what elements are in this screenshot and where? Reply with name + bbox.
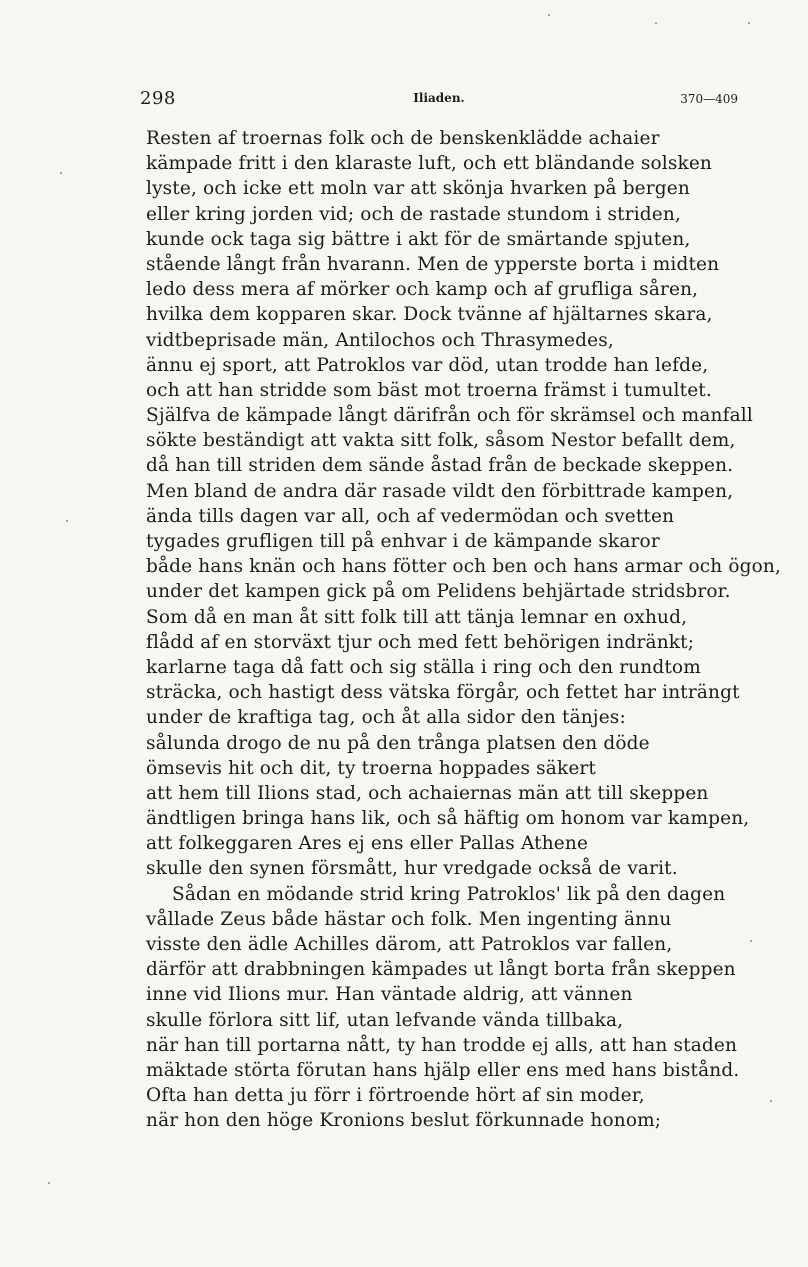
scan-speck [548, 14, 550, 16]
verse-line: då han till striden dem sände åstad från de beckade skeppen. [146, 455, 734, 477]
verse-line: sträcka, och hastigt dess vätska förgår, och fettet har inträngt [146, 682, 740, 704]
verse-line: Som då en man åt sitt folk till att tänja lemnar en oxhud, [146, 606, 688, 628]
verse-line: karlarne taga då fatt och sig ställa i ring och den rundtom [146, 656, 701, 678]
verse-line: Men bland de andra där rasade vildt den förbittrade kampen, [146, 480, 734, 502]
verse-line: vidtbeprisade män, Antilochos och Thrasymedes, [146, 329, 614, 351]
verse-line: sålunda drogo de nu på den trånga platsen den döde [146, 732, 650, 754]
verse-line: Ofta han detta ju förr i förtroende hört af sin moder, [146, 1085, 645, 1107]
verse-line: när han till portarna nått, ty han trodde ej alls, att han staden [146, 1034, 738, 1056]
verse-line: ömsevis hit och dit, ty troerna hoppades säkert [146, 757, 597, 779]
verse-line: tygades grufligen till på enhvar i de kämpande skaror [146, 531, 660, 552]
verse-line: stående långt från hvarann. Men de ypperste borta i midten [146, 253, 720, 275]
verse-line: mäktade störta förutan hans hjälp eller ens med hans bistånd. [146, 1059, 740, 1081]
scan-speck [655, 22, 657, 24]
scan-speck [60, 172, 62, 174]
verse-line: skulle förlora sitt lif, utan lefvande vända tillbaka, [146, 1009, 624, 1031]
scan-speck [750, 940, 752, 942]
verse-line: att hem till Ilions stad, och achaiernas män att till skeppen [146, 782, 709, 804]
verse-line: ledo dess mera af mörker och kamp och af grufliga såren, [146, 279, 699, 301]
verse-line: och att han stridde som bäst mot troerna främst i tumultet. [146, 379, 712, 401]
verse-line: ända tills dagen var all, och af vedermödan och svetten [146, 505, 675, 527]
verse-line: därför att drabbningen kämpades ut långt borta från skeppen [146, 959, 736, 981]
verse-line: att folkeggaren Ares ej ens eller Pallas Athene [146, 833, 589, 855]
verse-line: ändtligen bringa hans lik, och så häftig om honom var kampen, [146, 808, 750, 830]
page-number: 298 [140, 88, 176, 109]
verse-line: både hans knän och hans fötter och ben och hans armar och ögon, [146, 556, 782, 578]
verse-line: hvilka dem kopparen skar. Dock tvänne af hjältarnes skara, [146, 304, 713, 326]
verse-line: lyste, och icke ett moln var att skönja hvarken på bergen [146, 178, 690, 200]
verse-line: visste den ädle Achilles därom, att Patroklos var fallen, [146, 934, 673, 955]
page-header [140, 88, 738, 112]
running-title: Iliaden. [413, 91, 465, 105]
scan-speck [748, 22, 750, 24]
verse-line: när hon den höge Kronions beslut förkunnade honom; [146, 1110, 662, 1132]
verse-line: sökte beständigt att vakta sitt folk, såsom Nestor befallt dem, [146, 430, 736, 452]
verse-line: Resten af troernas folk och de benskenklädde achaier [146, 128, 660, 149]
verse-line-range: 370—409 [680, 92, 738, 106]
verse-line-paragraph-start: Sådan en mödande strid kring Patroklos' lik på den dagen [172, 883, 726, 905]
verse-line: skulle den synen försmått, hur vredgade också de varit. [146, 858, 678, 880]
verse-line: Själfva de kämpade långt därifrån och för skrämsel och manfall [146, 405, 753, 427]
poem-text [146, 126, 782, 1134]
verse-line: inne vid Ilions mur. Han väntade aldrig, att vännen [146, 984, 633, 1006]
verse-line: flådd af en storväxt tjur och med fett behörigen indränkt; [146, 631, 695, 653]
verse-line: kunde ock taga sig bättre i akt för de smärtande spjuten, [146, 228, 691, 250]
scan-speck [770, 1100, 772, 1102]
verse-line: kämpade fritt i den klaraste luft, och ett bländande solsken [146, 153, 712, 175]
verse-line: eller kring jorden vid; och de rastade stundom i striden, [146, 203, 681, 225]
verse-line: under de kraftiga tag, och åt alla sidor den tänjes: [146, 707, 626, 729]
verse-line: under det kampen gick på om Pelidens behjärtade stridsbror. [146, 581, 731, 603]
scan-speck [48, 1182, 50, 1184]
verse-line: ännu ej sport, att Patroklos var död, utan trodde han lefde, [146, 354, 709, 376]
scan-speck [66, 520, 68, 522]
verse-line: vållade Zeus både hästar och folk. Men ingenting ännu [146, 908, 672, 930]
